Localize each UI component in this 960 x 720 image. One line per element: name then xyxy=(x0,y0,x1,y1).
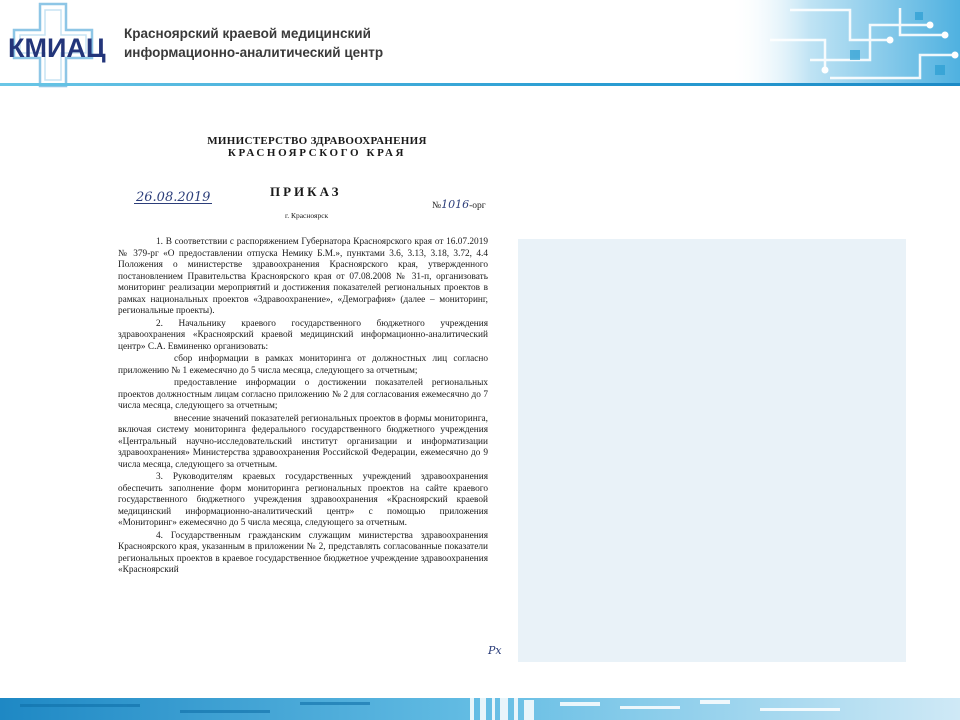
document-paragraph: сбор информации в рамках мониторинга от должностных лиц согласно приложению № 1 ежемесячно до 5 числа месяца, следующего за отчетным; xyxy=(118,354,488,376)
number-handwritten: 1016 xyxy=(441,198,470,211)
organization-name xyxy=(124,24,383,62)
number-prefix: № xyxy=(432,201,442,211)
org-name-line1: Красноярский краевой медицинский xyxy=(124,26,371,41)
header-divider xyxy=(0,83,960,86)
handwritten-initials: Рх xyxy=(488,644,502,657)
document-paragraph: 3. Руководителям краевых государственных учреждений здравоохранения обеспечить заполнение форм мониторинга региональных проектов на сайте краевого государственного бюджетного учреждения здравоохранения «Красноярский краевой медицинский информационно-аналитический центр» с помощью приложения «Мониторинг» ежемесячно до 5 числа месяца, следующего за отчетным. xyxy=(118,472,488,528)
document-paragraph: внесение значений показателей региональных проектов в формы мониторинга, включая систему мониторинга федерального государственного бюджетного учреждения «Центральный научно-исследовательский институт организации и информатизации здравоохранения» Министерства здравоохранения Российской Федерации, ежемесячно до 9 числа месяца, следующего за отчетным. xyxy=(118,413,488,470)
document-paragraph: 4. Государственным гражданским служащим министерства здравоохранения Красноярского края, указанным в приложении № 2, представлять согласованные показатели региональных проектов в краевое государственное бюджетное учреждение здравоохранения «Красноярский xyxy=(118,530,488,575)
document-paragraph: 2. Начальнику краевого государственного бюджетного учреждения здравоохранения «Красноярский краевой медицинский информационно-аналитический центр» С.А. Евминенко организовать: xyxy=(118,318,488,352)
document-paragraph: предоставление информации о достижении показателей региональных проектов должностным лицам согласно приложению № 2 для согласования ежемесячно до 7 числа месяца, следующего за отчетным; xyxy=(118,378,488,411)
number-suffix: -орг xyxy=(469,201,486,211)
org-name-line2: информационно-аналитический центр xyxy=(124,45,384,60)
document-number xyxy=(432,198,486,211)
ministry-name-line1: МИНИСТЕРСТВО ЗДРАВООХРАНЕНИЯ xyxy=(207,135,427,147)
logo-text: КМИАЦ xyxy=(8,33,106,63)
circuit-decoration-icon xyxy=(730,0,960,86)
document-date: 26.08.2019 xyxy=(136,190,211,205)
document-title: ПРИКАЗ xyxy=(270,184,342,199)
header xyxy=(0,0,960,88)
ministry-name-line2: КРАСНОЯРСКОГО КРАЯ xyxy=(227,147,407,159)
content-placeholder-panel xyxy=(518,239,906,662)
order-document-scan xyxy=(110,96,510,662)
document-body xyxy=(118,237,488,578)
footer-decoration-icon xyxy=(0,690,960,720)
document-city: г. Красноярск xyxy=(285,211,329,220)
document-paragraph: 1. В соответствии с распоряжением Губернатора Красноярского края от 16.07.2019 № 379-рг «О предоставлении отпуска Немику Б.М.», пунктами 3.6, 3.13, 3.18, 3.72, 4.4 Положения о министерстве здравоохранения Красноярского края, утвержденного постановлением Правительства Красноярского края от 07.08.2008 № 31-п, организовать мониторинг реализации мероприятий и достижения показателей региональных проектов в рамках национальных проектов «Здравоохранение», «Демография» (далее – мониторинг, региональные проекты). xyxy=(118,237,488,316)
